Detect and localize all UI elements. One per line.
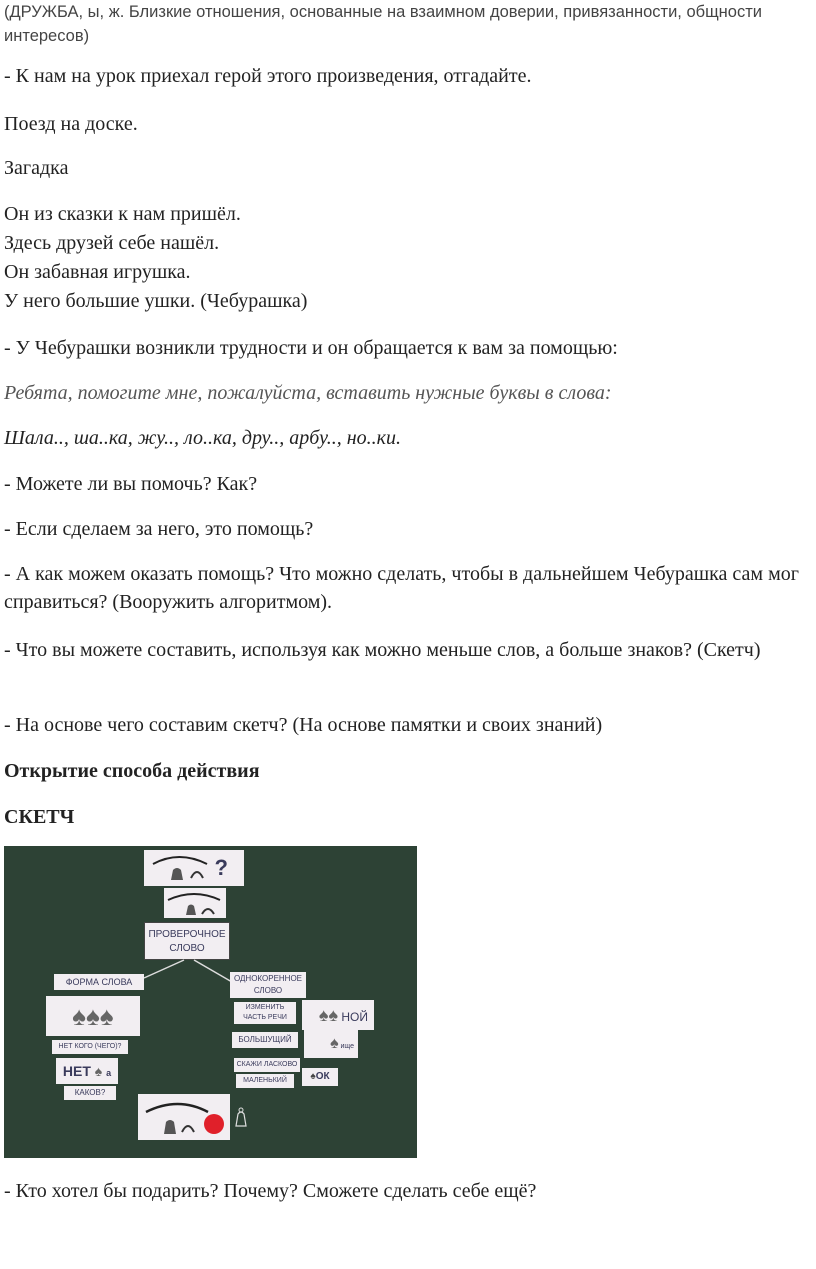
riddle-line: Он из сказки к нам пришёл. [4, 203, 241, 225]
ok-text: ОК [315, 1071, 330, 1082]
net-card [56, 1058, 118, 1084]
kakov-card: КАКОВ? [64, 1086, 116, 1100]
definition-text: (ДРУЖБА, ы, ж. Близкие отношения, основанные на взаимном доверии, привязанности, общности интересов) [4, 3, 762, 45]
riddle-line: Здесь друзей себе нашёл. [4, 232, 220, 254]
paragraph-question-1: - Можете ли вы помочь? Как? [4, 473, 258, 495]
change-pos-card: ИЗМЕНИТЬ ЧАСТЬ РЕЧИ [234, 1002, 296, 1024]
riddle-line: У него большие ушки. (Чебурашка) [4, 290, 308, 312]
mushroom-icon: ♠♠ [318, 1005, 339, 1025]
paragraph-request: Ребята, помогите мне, пожалуйста, вставить нужные буквы в слова: [4, 382, 612, 404]
paragraph-question-5: - На основе чего составим скетч? (На основе памятки и своих знаний) [4, 714, 603, 736]
mushrooms-card [46, 996, 140, 1036]
net-text: НЕТ [62, 1063, 91, 1079]
heading-method: Открытие способа действия [4, 760, 260, 782]
mushroom-icon: ♠♠♠ [72, 1001, 114, 1031]
paragraph-riddle-title: Загадка [4, 157, 69, 179]
ische-text: ище [340, 1043, 354, 1050]
check-word-card: ПРОВЕРОЧНОЕ СЛОВО [144, 922, 230, 960]
paragraph-hero: - К нам на урок приехал герой этого произведения, отгадайте. [4, 65, 532, 87]
word-form-card: ФОРМА СЛОВА [54, 974, 144, 990]
mushroom-icon: ♠ [330, 1035, 339, 1052]
noy-card [302, 1000, 374, 1030]
paragraph-difficulty: - У Чебурашки возникли трудности и он обращается к вам за помощью: [4, 337, 618, 359]
bell-headphones-icon [138, 1094, 230, 1140]
bolshushiy-card: БОЛЬШУЩИЙ [232, 1032, 298, 1048]
mushroom-icon: ♠ [94, 1063, 103, 1079]
net-kogo-card: НЕТ КОГО (ЧЕГО)? [52, 1040, 128, 1054]
a-text: а [106, 1068, 112, 1078]
sketch-photo [4, 846, 417, 1158]
malenkiy-card: МАЛЕНЬКИЙ [236, 1074, 294, 1088]
heading-sketch: СКЕТЧ [4, 806, 75, 828]
paragraph-words: Шала.., ша..ка, жу.., ло..ка, дру.., арбу.., но..ки. [4, 427, 401, 449]
skazhi-card: СКАЖИ ЛАСКОВО [234, 1058, 300, 1072]
ok-card [302, 1068, 338, 1086]
noy-text: НОЙ [341, 1010, 368, 1024]
bell-icon [232, 1106, 250, 1130]
ische-card [304, 1030, 358, 1058]
paragraph-final: - Кто хотел бы подарить? Почему? Сможете сделать себе ещё? [4, 1180, 537, 1202]
mushroom-icon: ♠ [310, 1071, 316, 1082]
paragraph-question-4: - Что вы можете составить, используя как можно меньше слов, а больше знаков? (Скетч) [4, 639, 761, 661]
question-mark: ? [214, 855, 228, 880]
riddle-line: Он забавная игрушка. [4, 261, 191, 283]
cognate-card: ОДНОКОРЕННОЕ СЛОВО [230, 972, 306, 998]
paragraph-question-3: - А как можем оказать помощь? Что можно сделать, чтобы в дальнейшем Чебурашка сам мог справиться? (Вооружить алгоритмом). [4, 563, 799, 613]
paragraph-train: Поезд на доске. [4, 113, 138, 135]
paragraph-question-2: - Если сделаем за него, это помощь? [4, 518, 314, 540]
